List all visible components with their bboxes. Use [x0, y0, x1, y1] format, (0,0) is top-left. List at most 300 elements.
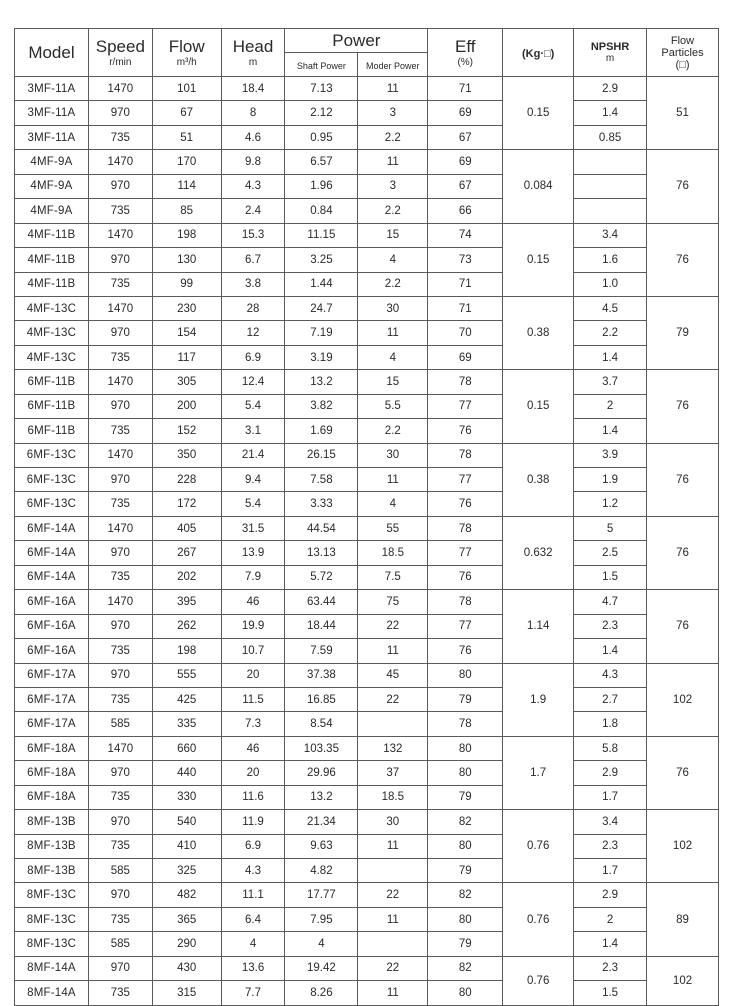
- table-row: [15, 981, 719, 1005]
- cell-flow: 405: [152, 516, 221, 540]
- cell-moder: 11: [358, 468, 428, 492]
- cell-kg: 0.632: [503, 516, 574, 589]
- cell-shaft: 1.44: [285, 272, 358, 296]
- cell-flow-particles: 51: [647, 77, 719, 150]
- cell-flow-particles: 76: [647, 150, 719, 223]
- cell-eff: 79: [428, 785, 503, 809]
- cell-model: 6MF-18A: [15, 761, 89, 785]
- header-speed: Speed r/min: [88, 29, 152, 77]
- cell-model: 6MF-16A: [15, 614, 89, 638]
- cell-eff: 71: [428, 272, 503, 296]
- cell-npshr: 3.4: [574, 810, 647, 834]
- table-row: [15, 492, 719, 516]
- cell-flow: 440: [152, 761, 221, 785]
- cell-head: 7.7: [221, 981, 285, 1005]
- cell-flow: 540: [152, 810, 221, 834]
- cell-speed: 735: [88, 785, 152, 809]
- table-row: [15, 932, 719, 956]
- table-row: [15, 443, 719, 467]
- table-row: [15, 370, 719, 394]
- table-row: [15, 419, 719, 443]
- cell-model: 3MF-11A: [15, 125, 89, 149]
- cell-flow: 262: [152, 614, 221, 638]
- cell-npshr: 2: [574, 394, 647, 418]
- cell-model: 8MF-13C: [15, 932, 89, 956]
- cell-moder: 30: [358, 296, 428, 320]
- cell-eff: 76: [428, 492, 503, 516]
- cell-model: 4MF-11B: [15, 272, 89, 296]
- cell-moder: 11: [358, 321, 428, 345]
- cell-speed: 970: [88, 883, 152, 907]
- cell-shaft: 7.19: [285, 321, 358, 345]
- cell-speed: 735: [88, 272, 152, 296]
- header-flow-particles: Flow Particles (□): [647, 29, 719, 77]
- cell-moder: [358, 712, 428, 736]
- cell-kg: 0.15: [503, 77, 574, 150]
- cell-shaft: 8.54: [285, 712, 358, 736]
- cell-shaft: 13.2: [285, 370, 358, 394]
- cell-flow: 335: [152, 712, 221, 736]
- cell-speed: 1470: [88, 443, 152, 467]
- cell-npshr: 2: [574, 907, 647, 931]
- cell-speed: 970: [88, 248, 152, 272]
- cell-flow: 350: [152, 443, 221, 467]
- cell-flow: 99: [152, 272, 221, 296]
- table-row: [15, 785, 719, 809]
- cell-flow: 170: [152, 150, 221, 174]
- cell-npshr: 1.6: [574, 248, 647, 272]
- cell-speed: 1470: [88, 736, 152, 760]
- cell-model: 6MF-18A: [15, 736, 89, 760]
- cell-flow: 85: [152, 199, 221, 223]
- cell-model: 4MF-9A: [15, 199, 89, 223]
- cell-head: 21.4: [221, 443, 285, 467]
- cell-moder: 4: [358, 248, 428, 272]
- cell-npshr: 1.0: [574, 272, 647, 296]
- cell-eff: 77: [428, 468, 503, 492]
- table-row: [15, 272, 719, 296]
- cell-shaft: 29.96: [285, 761, 358, 785]
- cell-moder: 7.5: [358, 565, 428, 589]
- table-row: [15, 736, 719, 760]
- table-body: [15, 77, 719, 1006]
- cell-speed: 1470: [88, 77, 152, 101]
- cell-model: 8MF-14A: [15, 981, 89, 1005]
- cell-speed: 585: [88, 859, 152, 883]
- cell-eff: 74: [428, 223, 503, 247]
- cell-npshr: 3.7: [574, 370, 647, 394]
- cell-head: 11.9: [221, 810, 285, 834]
- cell-speed: 1470: [88, 223, 152, 247]
- cell-eff: 78: [428, 443, 503, 467]
- cell-shaft: 4: [285, 932, 358, 956]
- cell-speed: 970: [88, 101, 152, 125]
- cell-speed: 970: [88, 614, 152, 638]
- table-row: [15, 321, 719, 345]
- cell-model: 8MF-13C: [15, 907, 89, 931]
- cell-shaft: 3.19: [285, 345, 358, 369]
- cell-head: 19.9: [221, 614, 285, 638]
- cell-shaft: 2.12: [285, 101, 358, 125]
- header-shaft-power: Shaft Power: [285, 53, 358, 77]
- cell-head: 46: [221, 736, 285, 760]
- cell-eff: 78: [428, 516, 503, 540]
- cell-shaft: 0.84: [285, 199, 358, 223]
- cell-npshr: 1.2: [574, 492, 647, 516]
- cell-npshr: 1.4: [574, 345, 647, 369]
- cell-speed: 970: [88, 663, 152, 687]
- cell-head: 31.5: [221, 516, 285, 540]
- cell-eff: 67: [428, 174, 503, 198]
- cell-flow: 660: [152, 736, 221, 760]
- table-row: [15, 248, 719, 272]
- table-row: [15, 101, 719, 125]
- header-npshr: NPSHR m: [574, 29, 647, 77]
- cell-shaft: 9.63: [285, 834, 358, 858]
- cell-moder: 18.5: [358, 785, 428, 809]
- cell-shaft: 3.82: [285, 394, 358, 418]
- cell-speed: 735: [88, 199, 152, 223]
- cell-flow: 325: [152, 859, 221, 883]
- cell-speed: 970: [88, 541, 152, 565]
- cell-model: 6MF-11B: [15, 370, 89, 394]
- cell-moder: 22: [358, 883, 428, 907]
- cell-eff: 69: [428, 101, 503, 125]
- cell-speed: 585: [88, 712, 152, 736]
- cell-shaft: 103.35: [285, 736, 358, 760]
- table-row: [15, 541, 719, 565]
- table-row: [15, 394, 719, 418]
- table-row: [15, 590, 719, 614]
- cell-head: 11.1: [221, 883, 285, 907]
- cell-shaft: 21.34: [285, 810, 358, 834]
- cell-shaft: 37.38: [285, 663, 358, 687]
- cell-flow: 290: [152, 932, 221, 956]
- table-row: [15, 883, 719, 907]
- cell-npshr: [574, 199, 647, 223]
- cell-eff: 69: [428, 150, 503, 174]
- table-row: [15, 345, 719, 369]
- cell-model: 4MF-11B: [15, 248, 89, 272]
- cell-speed: 735: [88, 687, 152, 711]
- cell-moder: 75: [358, 590, 428, 614]
- table-row: [15, 761, 719, 785]
- cell-kg: 0.38: [503, 443, 574, 516]
- cell-flow: 117: [152, 345, 221, 369]
- cell-kg: 0.76: [503, 810, 574, 883]
- table-row: [15, 712, 719, 736]
- cell-moder: 45: [358, 663, 428, 687]
- cell-head: 20: [221, 761, 285, 785]
- cell-speed: 735: [88, 834, 152, 858]
- cell-flow-particles: 76: [647, 590, 719, 663]
- cell-npshr: [574, 174, 647, 198]
- cell-eff: 78: [428, 712, 503, 736]
- cell-eff: 76: [428, 419, 503, 443]
- cell-eff: 70: [428, 321, 503, 345]
- cell-flow: 330: [152, 785, 221, 809]
- cell-moder: 22: [358, 687, 428, 711]
- header-kg: (Kg·□): [503, 29, 574, 77]
- cell-kg: 0.76: [503, 883, 574, 956]
- table-header: [15, 29, 719, 77]
- cell-flow: 482: [152, 883, 221, 907]
- cell-moder: 22: [358, 956, 428, 980]
- cell-flow-particles: 102: [647, 810, 719, 883]
- cell-model: 6MF-14A: [15, 541, 89, 565]
- table-row: [15, 956, 719, 980]
- cell-speed: 735: [88, 981, 152, 1005]
- cell-moder: 15: [358, 370, 428, 394]
- cell-head: 4.6: [221, 125, 285, 149]
- cell-head: 5.4: [221, 492, 285, 516]
- cell-shaft: 7.95: [285, 907, 358, 931]
- cell-flow: 410: [152, 834, 221, 858]
- cell-moder: 2.2: [358, 199, 428, 223]
- cell-model: 4MF-13C: [15, 321, 89, 345]
- cell-moder: 4: [358, 492, 428, 516]
- cell-head: 12.4: [221, 370, 285, 394]
- cell-kg: 0.084: [503, 150, 574, 223]
- cell-head: 6.9: [221, 834, 285, 858]
- cell-flow: 395: [152, 590, 221, 614]
- cell-flow: 267: [152, 541, 221, 565]
- table-row: [15, 296, 719, 320]
- cell-eff: 80: [428, 981, 503, 1005]
- cell-shaft: 8.26: [285, 981, 358, 1005]
- cell-shaft: 24.7: [285, 296, 358, 320]
- table-row: [15, 125, 719, 149]
- cell-speed: 1470: [88, 370, 152, 394]
- table-row: [15, 565, 719, 589]
- table-row: [15, 223, 719, 247]
- cell-flow: 114: [152, 174, 221, 198]
- cell-model: 6MF-13C: [15, 443, 89, 467]
- cell-flow: 305: [152, 370, 221, 394]
- cell-flow: 200: [152, 394, 221, 418]
- cell-shaft: 4.82: [285, 859, 358, 883]
- cell-head: 3.8: [221, 272, 285, 296]
- cell-flow: 154: [152, 321, 221, 345]
- cell-moder: 2.2: [358, 419, 428, 443]
- cell-speed: 970: [88, 810, 152, 834]
- cell-npshr: 2.9: [574, 77, 647, 101]
- cell-eff: 77: [428, 394, 503, 418]
- table-row: [15, 810, 719, 834]
- cell-head: 12: [221, 321, 285, 345]
- cell-npshr: 2.5: [574, 541, 647, 565]
- cell-head: 18.4: [221, 77, 285, 101]
- cell-model: 4MF-11B: [15, 223, 89, 247]
- header-model: Model: [15, 29, 89, 77]
- cell-head: 7.9: [221, 565, 285, 589]
- cell-model: 6MF-18A: [15, 785, 89, 809]
- cell-flow-particles: 76: [647, 223, 719, 296]
- cell-shaft: 3.25: [285, 248, 358, 272]
- cell-speed: 1470: [88, 516, 152, 540]
- cell-npshr: 2.9: [574, 761, 647, 785]
- cell-shaft: 0.95: [285, 125, 358, 149]
- cell-flow-particles: 89: [647, 883, 719, 956]
- cell-head: 13.6: [221, 956, 285, 980]
- cell-head: 11.5: [221, 687, 285, 711]
- cell-model: 6MF-16A: [15, 639, 89, 663]
- table-row: [15, 516, 719, 540]
- cell-head: 13.9: [221, 541, 285, 565]
- cell-eff: 76: [428, 639, 503, 663]
- cell-npshr: 2.3: [574, 956, 647, 980]
- cell-moder: 37: [358, 761, 428, 785]
- table-row: [15, 614, 719, 638]
- cell-model: 6MF-16A: [15, 590, 89, 614]
- cell-model: 8MF-13B: [15, 834, 89, 858]
- cell-moder: 3: [358, 174, 428, 198]
- cell-flow: 198: [152, 639, 221, 663]
- cell-speed: 1470: [88, 296, 152, 320]
- cell-npshr: 1.8: [574, 712, 647, 736]
- cell-shaft: 13.2: [285, 785, 358, 809]
- cell-eff: 80: [428, 834, 503, 858]
- cell-shaft: 19.42: [285, 956, 358, 980]
- cell-speed: 1470: [88, 150, 152, 174]
- cell-npshr: 5: [574, 516, 647, 540]
- cell-kg: 1.14: [503, 590, 574, 663]
- cell-speed: 735: [88, 419, 152, 443]
- table-row: [15, 639, 719, 663]
- cell-shaft: 11.15: [285, 223, 358, 247]
- cell-moder: 11: [358, 77, 428, 101]
- cell-flow: 365: [152, 907, 221, 931]
- cell-head: 6.7: [221, 248, 285, 272]
- cell-npshr: 2.3: [574, 834, 647, 858]
- cell-moder: 3: [358, 101, 428, 125]
- cell-head: 5.4: [221, 394, 285, 418]
- cell-npshr: 1.7: [574, 859, 647, 883]
- cell-npshr: 1.4: [574, 101, 647, 125]
- cell-model: 6MF-17A: [15, 663, 89, 687]
- cell-flow-particles: 76: [647, 443, 719, 516]
- table-row: [15, 834, 719, 858]
- cell-flow-particles: 76: [647, 516, 719, 589]
- cell-speed: 735: [88, 125, 152, 149]
- cell-flow-particles: 102: [647, 663, 719, 736]
- cell-flow: 228: [152, 468, 221, 492]
- cell-head: 15.3: [221, 223, 285, 247]
- cell-flow: 172: [152, 492, 221, 516]
- cell-npshr: 5.8: [574, 736, 647, 760]
- header-moder-power: Moder Power: [358, 53, 428, 77]
- cell-moder: 55: [358, 516, 428, 540]
- cell-npshr: 4.5: [574, 296, 647, 320]
- cell-head: 7.3: [221, 712, 285, 736]
- cell-model: 8MF-13B: [15, 810, 89, 834]
- cell-eff: 80: [428, 907, 503, 931]
- cell-model: 6MF-11B: [15, 394, 89, 418]
- cell-eff: 71: [428, 296, 503, 320]
- cell-moder: 11: [358, 981, 428, 1005]
- table-row: [15, 199, 719, 223]
- cell-speed: 970: [88, 956, 152, 980]
- cell-npshr: 1.5: [574, 565, 647, 589]
- cell-eff: 76: [428, 565, 503, 589]
- cell-shaft: 7.13: [285, 77, 358, 101]
- cell-shaft: 6.57: [285, 150, 358, 174]
- cell-flow: 202: [152, 565, 221, 589]
- cell-npshr: 2.9: [574, 883, 647, 907]
- cell-kg: 1.7: [503, 736, 574, 809]
- cell-model: 6MF-11B: [15, 419, 89, 443]
- cell-moder: 30: [358, 443, 428, 467]
- cell-speed: 970: [88, 761, 152, 785]
- cell-model: 8MF-14A: [15, 956, 89, 980]
- cell-flow-particles: 79: [647, 296, 719, 369]
- cell-speed: 1470: [88, 590, 152, 614]
- cell-shaft: 18.44: [285, 614, 358, 638]
- cell-eff: 69: [428, 345, 503, 369]
- cell-head: 4: [221, 932, 285, 956]
- cell-shaft: 13.13: [285, 541, 358, 565]
- cell-flow-particles: 76: [647, 370, 719, 443]
- cell-model: 4MF-13C: [15, 296, 89, 320]
- cell-moder: [358, 932, 428, 956]
- cell-speed: 970: [88, 321, 152, 345]
- cell-eff: 79: [428, 932, 503, 956]
- cell-shaft: 44.54: [285, 516, 358, 540]
- cell-shaft: 26.15: [285, 443, 358, 467]
- cell-kg: 0.38: [503, 296, 574, 369]
- cell-moder: 11: [358, 150, 428, 174]
- cell-moder: 22: [358, 614, 428, 638]
- cell-npshr: 1.4: [574, 932, 647, 956]
- header-flow: Flow m³/h: [152, 29, 221, 77]
- cell-model: 3MF-11A: [15, 77, 89, 101]
- cell-shaft: 5.72: [285, 565, 358, 589]
- cell-model: 6MF-17A: [15, 712, 89, 736]
- cell-eff: 82: [428, 810, 503, 834]
- cell-speed: 735: [88, 565, 152, 589]
- cell-eff: 79: [428, 859, 503, 883]
- cell-moder: 2.2: [358, 272, 428, 296]
- cell-moder: 4: [358, 345, 428, 369]
- cell-shaft: 17.77: [285, 883, 358, 907]
- cell-flow: 230: [152, 296, 221, 320]
- cell-moder: [358, 859, 428, 883]
- cell-moder: 5.5: [358, 394, 428, 418]
- cell-head: 9.4: [221, 468, 285, 492]
- cell-eff: 78: [428, 370, 503, 394]
- cell-eff: 80: [428, 736, 503, 760]
- cell-model: 3MF-11A: [15, 101, 89, 125]
- cell-eff: 67: [428, 125, 503, 149]
- cell-eff: 80: [428, 663, 503, 687]
- cell-head: 28: [221, 296, 285, 320]
- cell-moder: 15: [358, 223, 428, 247]
- pump-spec-table: [14, 28, 719, 1006]
- cell-npshr: 4.7: [574, 590, 647, 614]
- table-row: [15, 468, 719, 492]
- cell-kg: 0.15: [503, 370, 574, 443]
- cell-eff: 73: [428, 248, 503, 272]
- cell-eff: 71: [428, 77, 503, 101]
- cell-moder: 18.5: [358, 541, 428, 565]
- cell-npshr: 1.7: [574, 785, 647, 809]
- cell-head: 20: [221, 663, 285, 687]
- cell-moder: 11: [358, 834, 428, 858]
- cell-moder: 11: [358, 907, 428, 931]
- cell-head: 10.7: [221, 639, 285, 663]
- header-head: Head m: [221, 29, 285, 77]
- cell-npshr: 3.9: [574, 443, 647, 467]
